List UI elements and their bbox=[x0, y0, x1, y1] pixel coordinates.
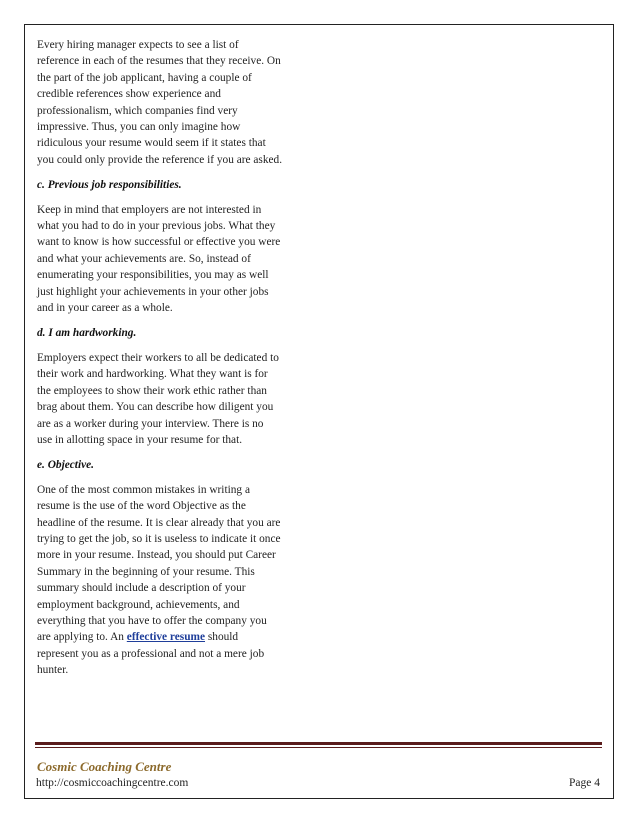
line: impressive. Thus, you can only imagine how bbox=[37, 121, 241, 134]
line: you could only provide the reference if you are asked. bbox=[37, 153, 283, 166]
line: want to know is how successful or effective you were bbox=[37, 236, 281, 249]
line: Summary in the beginning of your resume. This bbox=[37, 565, 255, 578]
line: just highlight your achievements in your other jobs bbox=[37, 285, 269, 298]
line: hunter. bbox=[37, 664, 69, 677]
line: reference in each of the resumes that they receive. On bbox=[37, 55, 281, 68]
link-prefix: are applying to. An bbox=[37, 631, 127, 644]
footer-brand: Cosmic Coaching Centre bbox=[37, 759, 172, 774]
section-heading-e: e. Objective. bbox=[37, 458, 95, 471]
paragraph-intro bbox=[37, 37, 309, 168]
line: employment background, achievements, and bbox=[37, 598, 240, 611]
line: headline of the resume. It is clear already that you are bbox=[37, 516, 281, 529]
line: credible references show experience and bbox=[37, 88, 221, 101]
line: Every hiring manager expects to see a list of bbox=[37, 39, 239, 51]
document-body bbox=[37, 37, 309, 687]
line: summary should include a description of your bbox=[37, 582, 246, 595]
effective-resume-link[interactable]: effective resume bbox=[126, 631, 206, 644]
line: represent you as a professional and not a mere job bbox=[37, 647, 265, 660]
line: everything that you have to offer the company you bbox=[37, 615, 267, 627]
paragraph-d bbox=[37, 350, 309, 448]
line: the part of the job applicant, having a couple of bbox=[37, 71, 252, 84]
paragraph-c bbox=[37, 202, 309, 317]
footer-rule-thick bbox=[35, 742, 602, 745]
footer-rule-thin bbox=[35, 747, 602, 748]
line: are as a worker during your interview. There is no bbox=[37, 417, 264, 430]
line: Employers expect their workers to all be dedicated to bbox=[37, 351, 279, 364]
line: the employees to show their work ethic rather than bbox=[37, 384, 267, 397]
footer-url: http://cosmiccoachingcentre.com bbox=[36, 777, 189, 789]
line: what you had to do in your previous jobs. What they bbox=[37, 220, 276, 233]
page-number: Page 4 bbox=[569, 777, 600, 789]
line: brag about them. You can describe how diligent you bbox=[37, 401, 274, 414]
line: use in allotting space in your resume for that. bbox=[37, 433, 243, 446]
link-suffix: should bbox=[205, 631, 239, 644]
section-heading-d: d. I am hardworking. bbox=[37, 327, 137, 339]
line: Keep in mind that employers are not interested in bbox=[37, 203, 262, 216]
line: more in your resume. Instead, you should put Career bbox=[37, 549, 276, 562]
line: One of the most common mistakes in writing a bbox=[37, 483, 250, 496]
line: and in your career as a whole. bbox=[37, 302, 173, 315]
line: trying to get the job, so it is useless to indicate it once bbox=[37, 532, 281, 545]
line: professionalism, which companies find very bbox=[37, 104, 238, 117]
section-heading-c: c. Previous job responsibilities. bbox=[37, 178, 182, 191]
line: ridiculous your resume would seem if it states that bbox=[37, 137, 266, 150]
line: enumerating your responsibilities, you may as well bbox=[37, 269, 269, 282]
paragraph-e bbox=[37, 482, 309, 679]
line: and what your achievements are. So, instead of bbox=[37, 252, 251, 265]
line: their work and hardworking. What they want is for bbox=[37, 368, 268, 381]
line: resume is the use of the word Objective as the bbox=[37, 500, 246, 513]
